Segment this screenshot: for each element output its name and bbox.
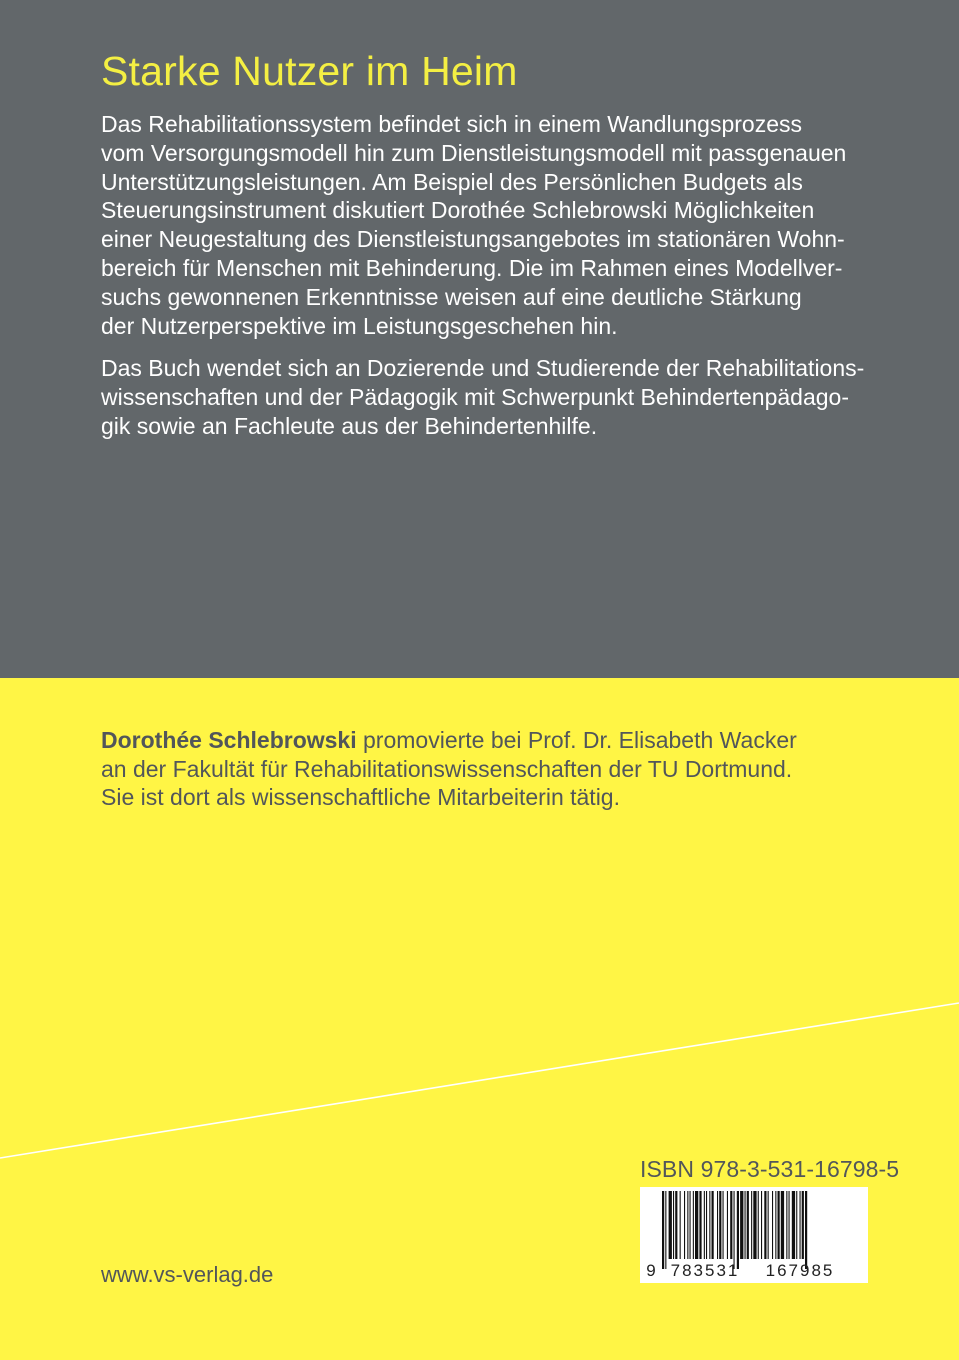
description-paragraph-2: [101, 354, 891, 440]
barcode-bar: [706, 1191, 707, 1259]
barcode-bar: [802, 1191, 804, 1259]
book-title: Starke Nutzer im Heim: [101, 48, 518, 94]
barcode-bar: [717, 1191, 718, 1259]
author-bio-line: [101, 726, 881, 755]
barcode-right-digits: 167985: [765, 1261, 835, 1280]
barcode-graphic: [640, 1187, 868, 1283]
barcode-bar: [792, 1191, 795, 1259]
barcode-bar: [719, 1191, 721, 1259]
barcode-bar: [753, 1191, 756, 1259]
barcode-left-digits: 783531: [670, 1261, 740, 1280]
barcode-bar: [758, 1191, 759, 1259]
text-line: bereich für Menschen mit Behinderung. Die im Rahmen eines Modellver-: [101, 254, 843, 281]
barcode-bar: [789, 1191, 790, 1259]
publisher-website: www.vs-verlag.de: [101, 1262, 274, 1287]
author-bio: [101, 726, 881, 812]
barcode-first-digit: 9: [646, 1261, 656, 1280]
barcode-bar: [800, 1191, 801, 1259]
barcode-bar: [675, 1191, 677, 1259]
barcode-bar: [673, 1191, 674, 1259]
barcode: [640, 1187, 868, 1283]
barcode-bar: [775, 1191, 776, 1259]
barcode-bar: [786, 1191, 787, 1259]
text-line: suchs gewonnenen Erkenntnisse weisen auf eine deutliche Stärkung: [101, 283, 802, 310]
barcode-bar: [805, 1191, 807, 1269]
barcode-bar: [680, 1191, 681, 1259]
text-line: gik sowie an Fachleute aus der Behindertenhilfe.: [101, 412, 598, 439]
text-line: Das Rehabilitationssystem befindet sich in einem Wandlungsprozess: [101, 111, 802, 137]
barcode-bar: [709, 1191, 710, 1259]
barcode-bar: [662, 1191, 664, 1269]
barcode-bar: [690, 1191, 691, 1259]
barcode-bar: [693, 1191, 694, 1259]
text-line: wissenschaften und der Pädagogik mit Schwerpunkt Behindertenpädago-: [101, 384, 849, 411]
barcode-bar: [727, 1191, 728, 1259]
barcode-bar: [737, 1191, 739, 1269]
barcode-bar: [781, 1191, 784, 1259]
author-bio-line: Sie ist dort als wissenschaftliche Mitarbeiterin tätig.: [101, 784, 620, 810]
barcode-bar: [740, 1191, 743, 1259]
barcode-bar: [751, 1191, 752, 1259]
barcode-bar: [695, 1191, 698, 1259]
author-name: Dorothée Schlebrowski: [101, 727, 357, 753]
barcode-bar: [669, 1191, 672, 1259]
barcode-bar: [730, 1191, 732, 1259]
barcode-bar: [745, 1191, 746, 1259]
barcode-bar: [687, 1191, 688, 1259]
barcode-bar: [699, 1191, 701, 1259]
barcode-bar: [796, 1191, 797, 1259]
barcode-bar: [723, 1191, 724, 1259]
barcode-bar: [665, 1191, 666, 1269]
barcode-bar: [712, 1191, 714, 1259]
barcode-bars: [662, 1191, 807, 1269]
text-line: Unterstützungsleistungen. Am Beispiel des Persönlichen Budgets als: [101, 168, 803, 195]
barcode-bar: [761, 1191, 762, 1259]
author-bio-line: an der Fakultät für Rehabilitationswissenschaften der TU Dortmund.: [101, 755, 793, 782]
isbn-label: ISBN 978-3-531-16798-5: [640, 1156, 900, 1182]
text-line: vom Versorgungsmodell hin zum Dienstleistungsmodell mit passgenauen: [101, 139, 847, 166]
author-bio-text: promovierte bei Prof. Dr. Elisabeth Wacker: [356, 727, 797, 753]
text-line: Das Buch wendet sich an Dozierende und Studierende der Rehabilitations-: [101, 355, 865, 382]
barcode-bar: [734, 1191, 735, 1269]
barcode-bar: [684, 1191, 685, 1259]
barcode-bar: [764, 1191, 766, 1259]
barcode-bar: [772, 1191, 773, 1259]
description-paragraph-1: [101, 110, 891, 340]
barcode-bar: [768, 1191, 769, 1259]
text-line: Steuerungsinstrument diskutiert Dorothée Schlebrowski Möglichkeiten: [101, 197, 815, 224]
book-description: [101, 110, 891, 455]
barcode-bar: [778, 1191, 780, 1259]
barcode-bar: [704, 1191, 705, 1259]
text-line: einer Neugestaltung des Dienstleistungsangebotes im stationären Wohn-: [101, 226, 845, 253]
barcode-bar: [747, 1191, 749, 1259]
text-line: der Nutzerperspektive im Leistungsgeschehen hin.: [101, 312, 618, 339]
